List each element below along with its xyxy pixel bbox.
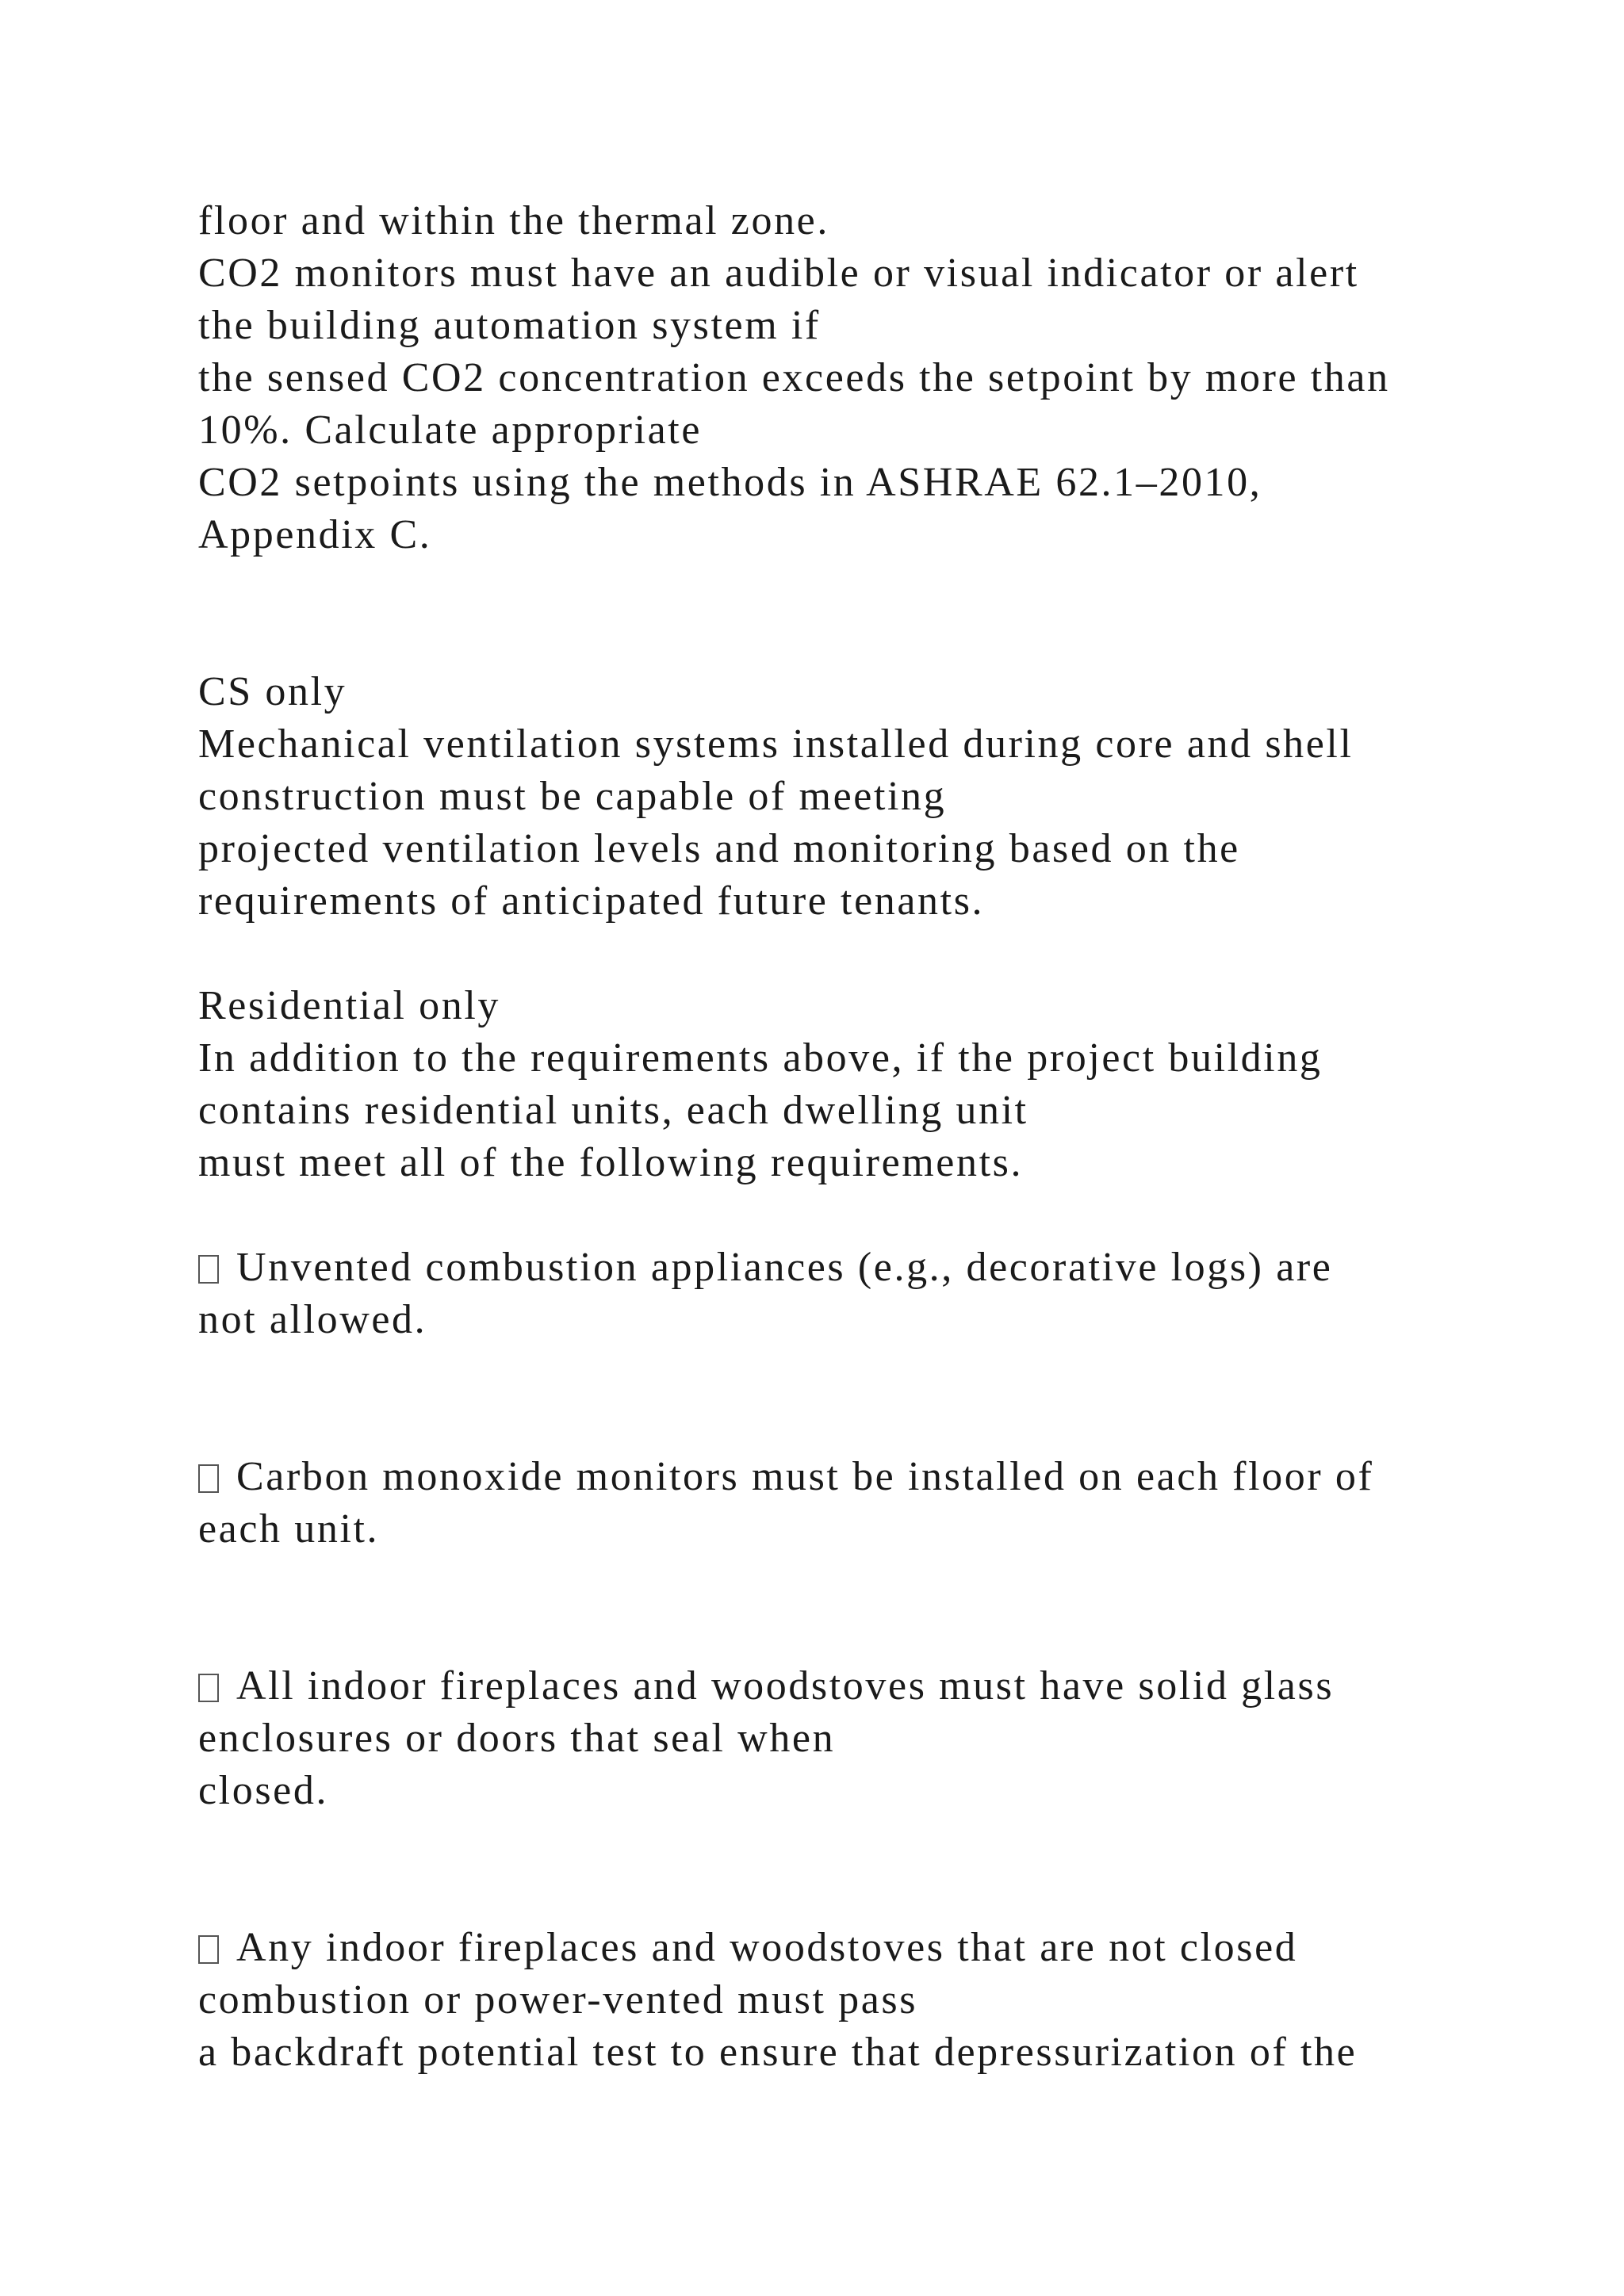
bullet-spacer (198, 1817, 1578, 1922)
bullet-text: Any indoor fireplaces and woodstoves that are not closed (236, 1925, 1298, 1970)
paragraph-spacer (198, 928, 1578, 980)
intro-line: the sensed CO2 concentration exceeds the setpoint by more than (198, 355, 1390, 400)
bullet-continuation: enclosures or doors that seal when (198, 1716, 836, 1761)
bullet-text: Unvented combustion appliances (e.g., decorative logs) are (236, 1245, 1333, 1290)
residential-section-heading: Residential only (198, 983, 500, 1028)
bullet-item (198, 1242, 1578, 1294)
cs-section-line: Mechanical ventilation systems installed during core and shell (198, 721, 1354, 767)
missing-glyph-box-icon (198, 1674, 219, 1702)
intro-line: Appendix C. (198, 512, 432, 557)
missing-glyph-box-icon (198, 1255, 219, 1284)
missing-glyph-box-icon (198, 1464, 219, 1493)
intro-line: CO2 setpoints using the methods in ASHRAE 62.1–2010, (198, 460, 1262, 505)
cs-section-line: construction must be capable of meeting (198, 774, 947, 819)
intro-line: floor and within the thermal zone. (198, 198, 829, 243)
bullet-item (198, 1451, 1578, 1503)
bullet-spacer (198, 1346, 1578, 1451)
paragraph-spacer (198, 561, 1578, 666)
cs-section-line: projected ventilation levels and monitoring based on the (198, 826, 1240, 871)
residential-section-line: must meet all of the following requirements. (198, 1140, 1024, 1185)
intro-line: the building automation system if (198, 303, 821, 348)
bullet-continuation: each unit. (198, 1506, 380, 1552)
bullet-continuation: a backdraft potential test to ensure that depressurization of the (198, 2030, 1358, 2075)
document-body (198, 195, 1578, 2079)
bullet-item (198, 1922, 1578, 1974)
bullet-continuation: not allowed. (198, 1297, 427, 1342)
paragraph-spacer (198, 1189, 1578, 1242)
bullet-continuation: combustion or power-vented must pass (198, 1977, 918, 2022)
residential-section-line: In addition to the requirements above, if the project building (198, 1035, 1323, 1081)
cs-section-heading: CS only (198, 669, 347, 714)
intro-line: 10%. Calculate appropriate (198, 408, 703, 453)
missing-glyph-box-icon (198, 1935, 219, 1964)
cs-section-line: requirements of anticipated future tenants. (198, 878, 985, 924)
bullet-text: Carbon monoxide monitors must be installed on each floor of (236, 1454, 1374, 1499)
bullet-spacer (198, 1556, 1578, 1660)
bullet-item (198, 1660, 1578, 1712)
intro-line: CO2 monitors must have an audible or visual indicator or alert (198, 251, 1359, 296)
bullet-text: All indoor fireplaces and woodstoves must have solid glass (236, 1663, 1335, 1709)
bullet-continuation: closed. (198, 1768, 329, 1813)
residential-section-line: contains residential units, each dwelling unit (198, 1088, 1028, 1133)
